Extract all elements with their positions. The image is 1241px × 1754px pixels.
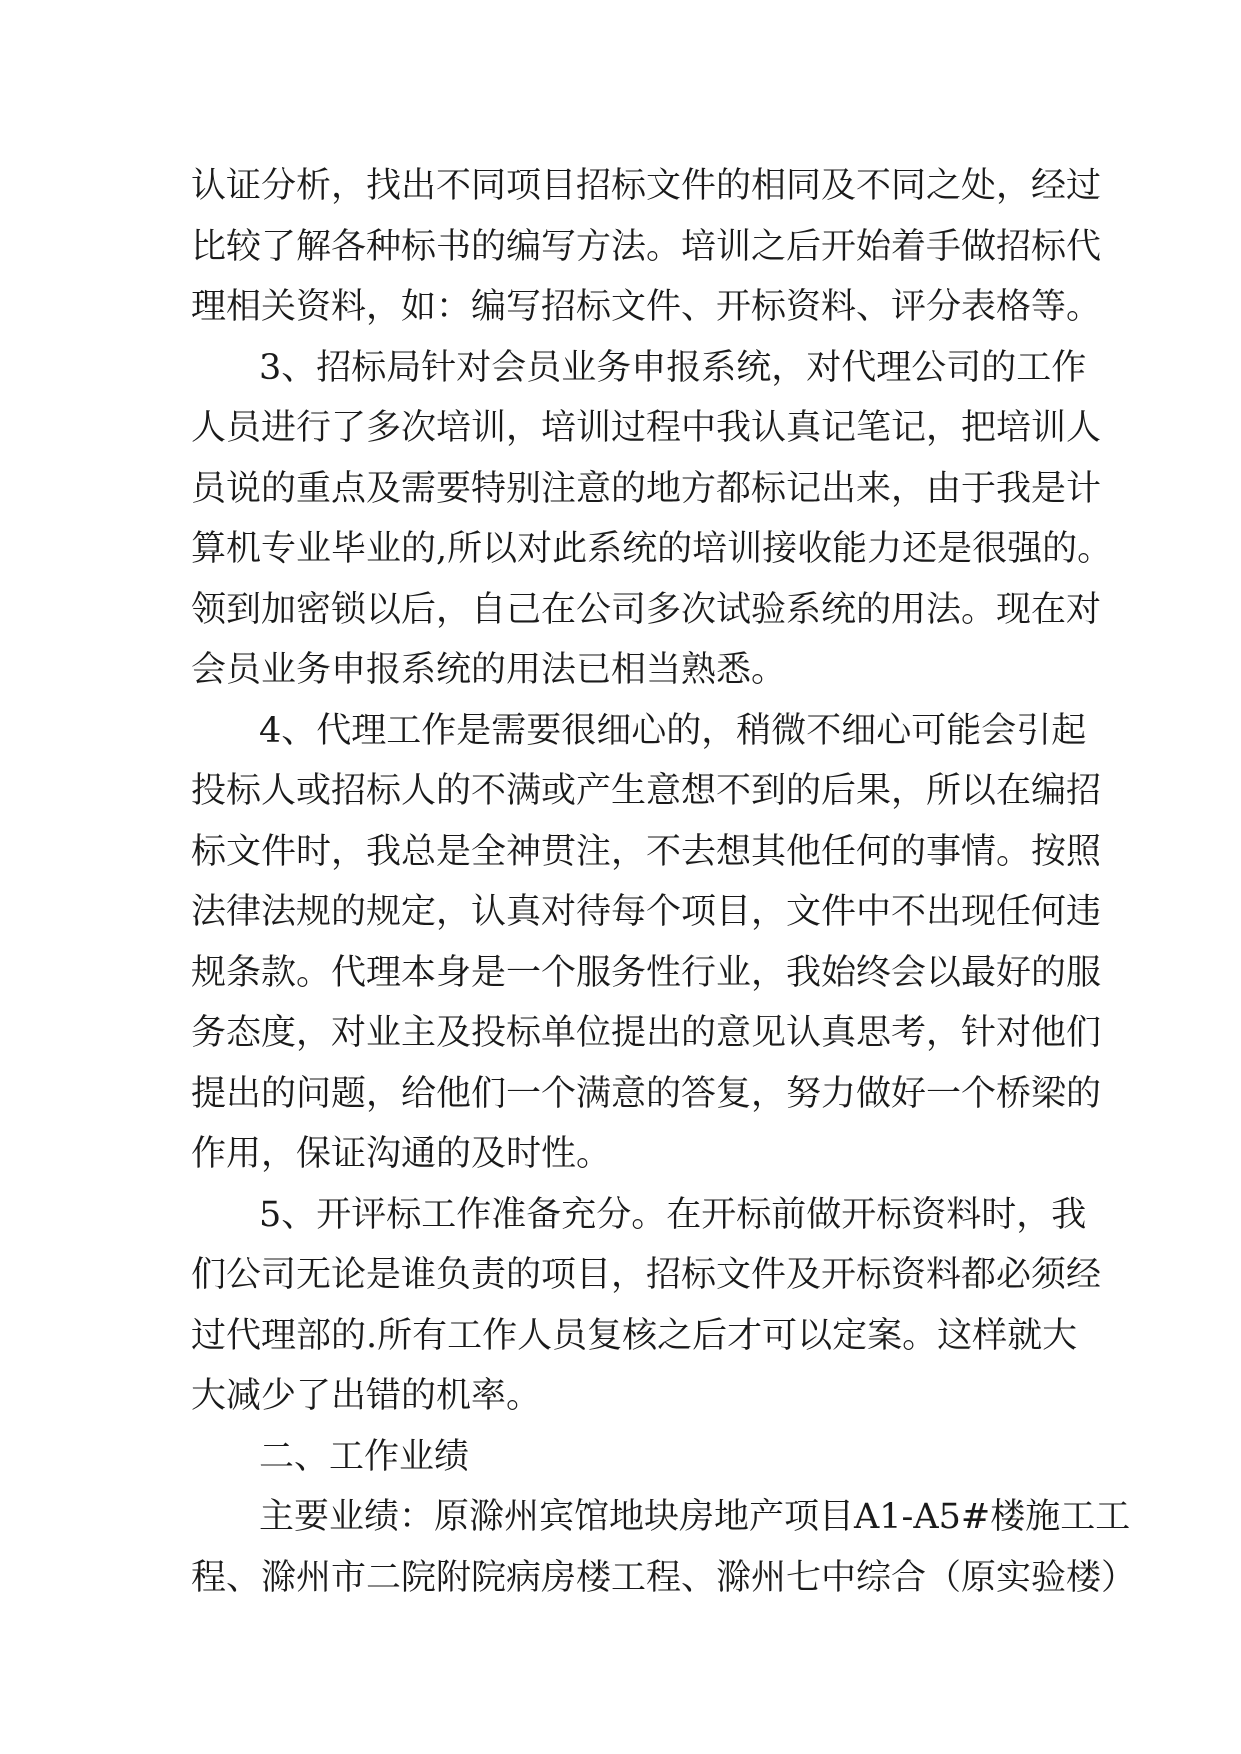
- text-line: 过代理部的.所有工作人员复核之后才可以定案。这样就大: [191, 1315, 1078, 1356]
- paragraph-start-line: 主要业绩：原滁州宾馆地块房地产项目A1-A5#楼施工工: [259, 1497, 1131, 1537]
- text-line: 法律法规的规定，认真对待每个项目，文件中不出现任何违: [191, 892, 1102, 932]
- text-line: 员说的重点及需要特别注意的地方都标记出来，由于我是计: [191, 468, 1102, 509]
- text-line: 理相关资料，如：编写招标文件、开标资料、评分表格等。: [191, 287, 1102, 327]
- text-line: 规条款。代理本身是一个服务性行业，我始终会以最好的服: [191, 952, 1102, 993]
- text-line: 务态度，对业主及投标单位提出的意见认真思考，针对他们: [191, 1013, 1102, 1053]
- text-line: 们公司无论是谁负责的项目，招标文件及开标资料都必须经: [191, 1255, 1102, 1295]
- text-line: 算机专业毕业的,所以对此系统的培训接收能力还是很强的。: [191, 529, 1113, 569]
- text-line: 领到加密锁以后，自己在公司多次试验系统的用法。现在对: [191, 589, 1102, 630]
- text-line: 人员进行了多次培训，培训过程中我认真记笔记，把培训人: [191, 408, 1102, 448]
- text-line: 认证分析，找出不同项目招标文件的相同及不同之处，经过: [191, 166, 1102, 206]
- text-line: 提出的问题，给他们一个满意的答复，努力做好一个桥梁的: [191, 1073, 1102, 1114]
- text-line: 标文件时，我总是全神贯注，不去想其他任何的事情。按照: [191, 831, 1102, 872]
- document-body: [191, 156, 1137, 1608]
- paragraph-start-line: 4、代理工作是需要很细心的，稍微不细心可能会引起: [259, 710, 1087, 751]
- text-line: 投标人或招标人的不满或产生意想不到的后果，所以在编招: [191, 771, 1102, 811]
- paragraph-start-line: 3、招标局针对会员业务申报系统，对代理公司的工作: [259, 347, 1087, 388]
- text-line: 比较了解各种标书的编写方法。培训之后开始着手做招标代: [191, 226, 1102, 267]
- text-line: 大减少了出错的机率。: [191, 1376, 542, 1416]
- text-line: 会员业务申报系统的用法已相当熟悉。: [191, 650, 787, 690]
- section-heading: 二、工作业绩: [259, 1436, 470, 1477]
- text-line: 程、滁州市二院附院病房楼工程、滁州七中综合（原实验楼）: [191, 1557, 1137, 1598]
- paragraph-start-line: 5、开评标工作准备充分。在开标前做开标资料时，我: [259, 1194, 1087, 1235]
- text-line: 作用，保证沟通的及时性。: [191, 1134, 612, 1174]
